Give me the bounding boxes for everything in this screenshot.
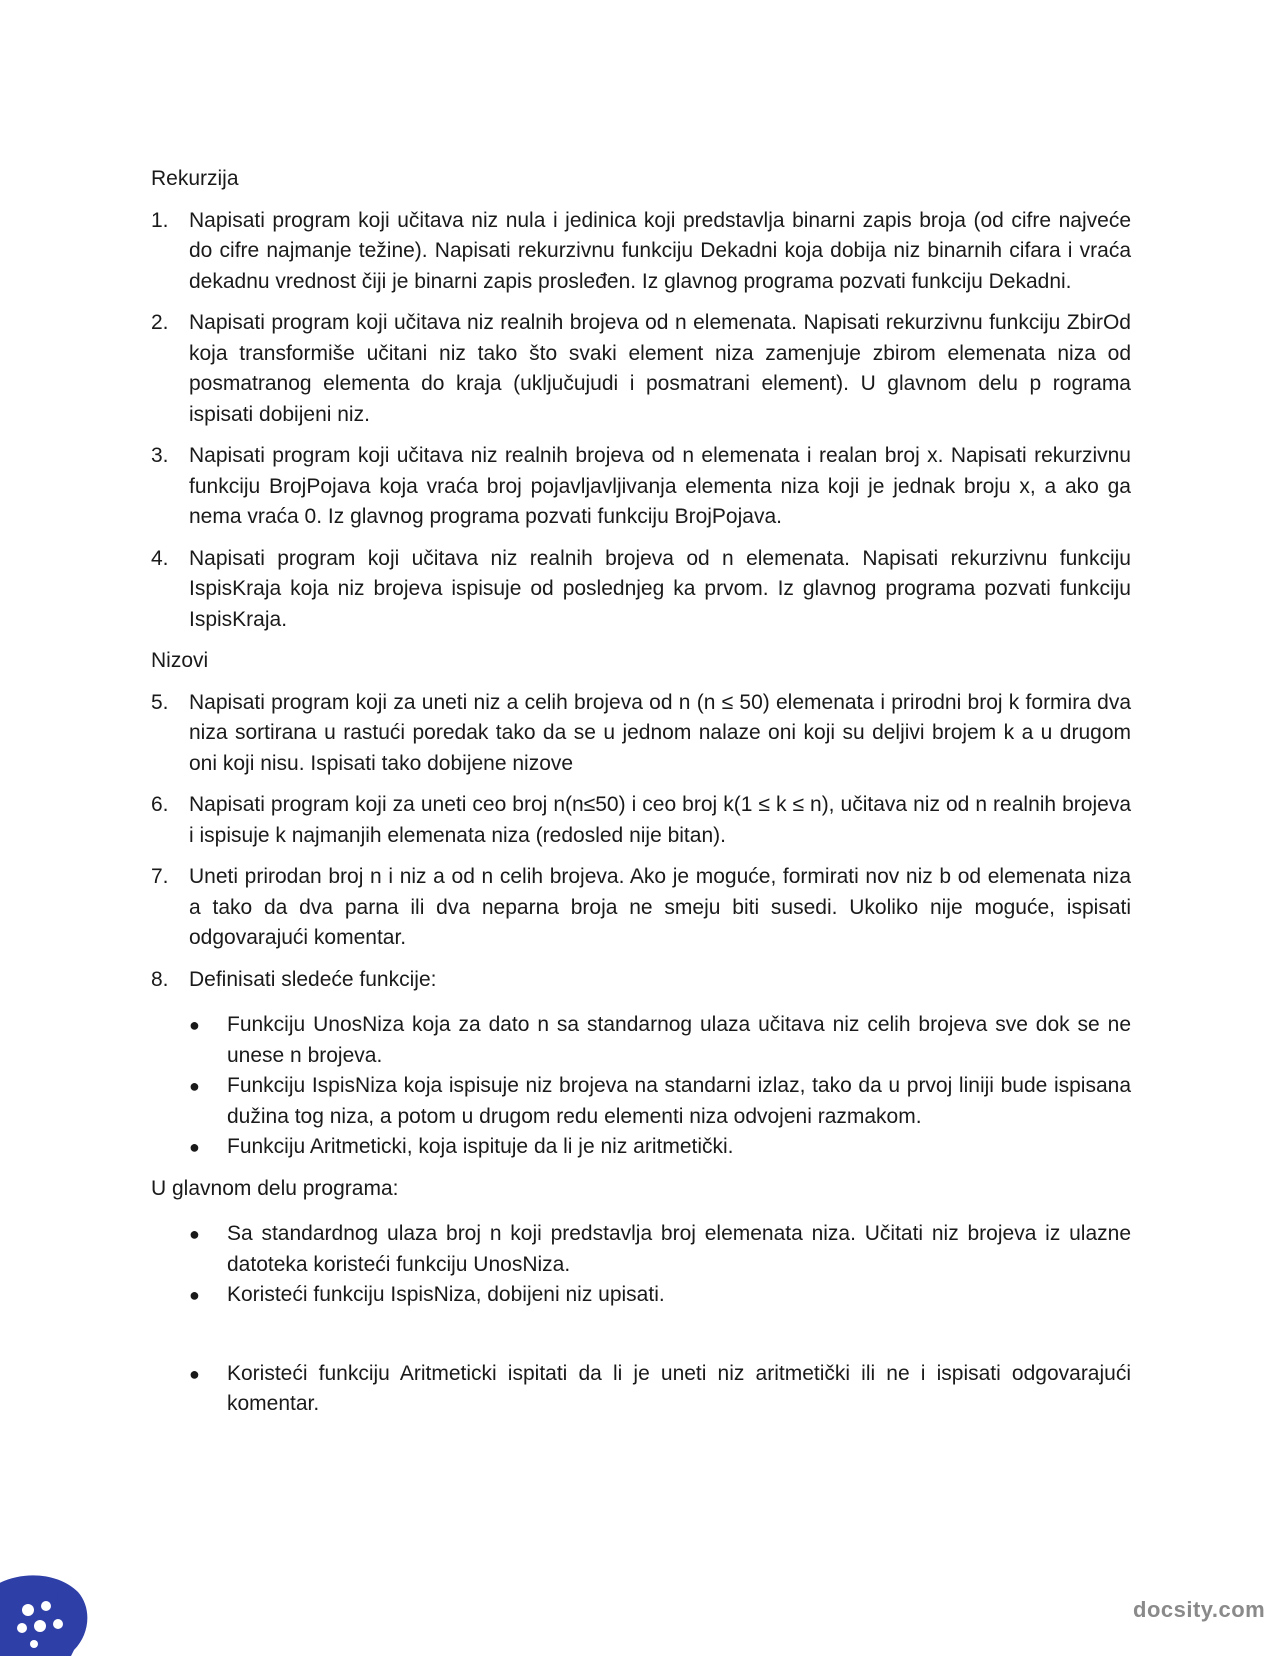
bullet-icon: ● (189, 1285, 200, 1305)
task-number: 4. (151, 546, 169, 570)
task-item (151, 308, 1131, 430)
logo-shape (0, 1575, 87, 1656)
section-heading-recursion: Rekurzija (151, 167, 239, 190)
task-text: Napisati program koji učitava niz realnih brojeva od n elemenata. Napisati rekurzivnu funkciju ZbirOd koja transformiše učitani niz tako što svaki element niza zamenjuje zbirom elemenata niza od posmatranog elementa do kraja (uključujudi i posmatrani element). U glavnom delu p rograma ispisati dobijeni niz. (189, 311, 1131, 426)
task-item (151, 862, 1131, 954)
list-item (189, 1010, 1131, 1071)
function-list (189, 1006, 1131, 1163)
spacer (189, 1311, 1131, 1359)
list-item (189, 1219, 1131, 1280)
list-item (189, 1280, 1131, 1311)
bullet-icon: ● (189, 1363, 200, 1384)
docsity-logo-icon[interactable] (0, 1566, 92, 1656)
document-page (151, 164, 1131, 1431)
task-text: Uneti prirodan broj n i niz a od n celih brojeva. Ako je moguće, formirati nov niz b od elemenata niza a tako da dva parna ili dva neparna broja ne smeju biti susedi. Ukoliko nije moguće, ispisati odgovarajući komentar. (189, 865, 1131, 949)
list-item-text: Funkciju UnosNiza koja za dato n sa standarnog ulaza učitava niz celih brojeva sve dok se ne unese n brojeva. (227, 1013, 1131, 1067)
task-number: 5. (151, 690, 169, 714)
task-text: Napisati program koji za uneti ceo broj n(n≤50) i ceo broj k(1 ≤ k ≤ n), učitava niz od n realnih brojeva i ispisuje k najmanjih elemenata niza (redosled nije bitan). (189, 793, 1131, 847)
list-item (189, 1071, 1131, 1132)
list-item-text: Funkciju IspisNiza koja ispisuje niz brojeva na standarni izlaz, tako da u prvoj liniji bude ispisana dužina tog niza, a potom u drugom redu elementi niza odvojeni razmakom. (227, 1074, 1131, 1128)
task-item (151, 688, 1131, 780)
list-item-text: Koristeći funkciju Aritmeticki ispitati da li je uneti niz aritmetički ili ne i ispisati odgovarajući komentar. (227, 1361, 1131, 1415)
task-number: 1. (151, 208, 169, 232)
task-item (151, 965, 1131, 996)
bullet-icon: ● (189, 1015, 200, 1035)
list-item (189, 1359, 1131, 1420)
task-item (151, 441, 1131, 533)
list-item (189, 1132, 1131, 1163)
docsity-brand-text[interactable]: docsity.com (1133, 1597, 1266, 1622)
task-number: 8. (151, 967, 169, 991)
task-number: 7. (151, 865, 169, 888)
main-steps-list (189, 1215, 1131, 1420)
section-heading-arrays: Nizovi (151, 649, 209, 672)
task-text: Napisati program koji učitava niz nula i jedinica koji predstavlja binarni zapis broja (od cifre najveće do cifre najmanje težine). Napisati rekurzivnu funkciju Dekadni koja dobija niz binarnih cifara i vraća dekadnu vrednost čiji je binarni zapis prosleđen. Iz glavnog programa pozvati funkciju Dekadni. (189, 208, 1131, 293)
task-item (151, 544, 1131, 636)
task-number: 6. (151, 793, 169, 816)
task-text: Definisati sledeće funkcije: (189, 967, 437, 991)
bullet-icon: ● (189, 1224, 200, 1244)
task-text: Napisati program koji za uneti niz a celih brojeva od n (n ≤ 50) elemenata i prirodni broj k formira dva niza sortirana u rastući poredak tako da se u jednom nalaze oni koji su deljivi brojem k a u drugom oni koji nisu. Ispisati tako dobijene nizove (189, 690, 1131, 775)
task-number: 3. (151, 444, 169, 467)
list-item-text: Funkciju Aritmeticki, koja ispituje da li je niz aritmetički. (227, 1135, 734, 1158)
task-item (151, 790, 1131, 851)
task-item (151, 206, 1131, 298)
main-program-heading: U glavnom delu programa: (151, 1176, 399, 1200)
task-text: Napisati program koji učitava niz realnih brojeva od n elemenata i realan broj x. Napisati rekurzivnu funkciju BrojPojava koja vraća broj pojavljavljivanja elementa niza koji je jednak broju x, a ako ga nema vraća 0. Iz glavnog programa pozvati funkciju BrojPojava. (189, 444, 1131, 528)
bullet-icon: ● (189, 1137, 200, 1157)
bullet-icon: ● (189, 1076, 200, 1096)
list-item-text: Sa standardnog ulaza broj n koji predstavlja broj elemenata niza. Učitati niz brojeva iz ulazne datoteka koristeći funkciju UnosNiza. (227, 1222, 1131, 1276)
task-number: 2. (151, 311, 169, 334)
list-item-text: Koristeći funkciju IspisNiza, dobijeni niz upisati. (227, 1283, 665, 1306)
task-text: Napisati program koji učitava niz realnih brojeva od n elemenata. Napisati rekurzivnu funkciju IspisKraja koja niz brojeva ispisuje od poslednjeg ka prvom. Iz glavnog programa pozvati funkciju IspisKraja. (189, 546, 1131, 631)
